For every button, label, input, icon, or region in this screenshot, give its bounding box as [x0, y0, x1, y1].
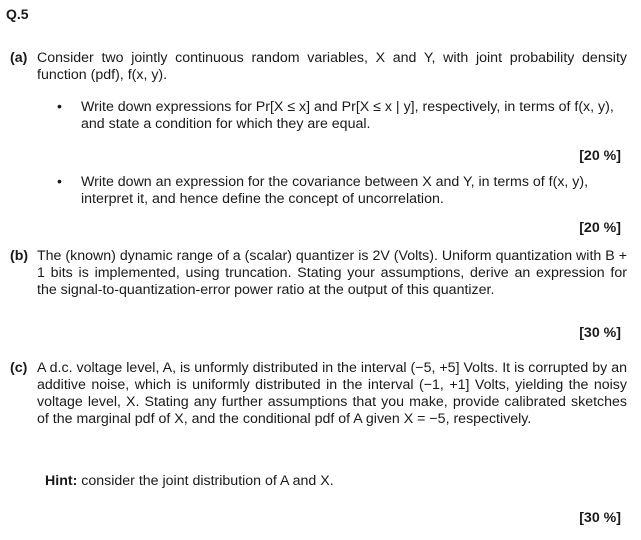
part-c-mark: [30 %] — [579, 510, 621, 526]
part-c-label: (c) — [10, 360, 28, 376]
hint-text: consider the joint distribution of A and X. — [81, 473, 334, 489]
part-b-text: The (known) dynamic range of a (scalar) quantizer is 2V (Volts). Uniform quantization with B + 1 bits is implemented, using truncation. Stating your assumptions, derive an expression for the signal-to-quantization-error power ratio at the output of this quantizer. — [37, 248, 627, 298]
part-a-bullet-1 — [57, 99, 627, 133]
part-a-bullet-2 — [57, 174, 627, 208]
part-a-intro: Consider two jointly continuous random variables, X and Y, with joint probability density function (pdf), f(x, y). — [37, 50, 627, 83]
part-c-hint — [45, 473, 334, 490]
question-number: Q.5 — [6, 6, 29, 22]
part-b-label: (b) — [10, 248, 29, 264]
part-a-label: (a) — [10, 50, 28, 66]
part-a-mark-2: [20 %] — [579, 220, 621, 236]
part-b — [10, 248, 627, 299]
part-c — [10, 360, 627, 428]
part-a-bullet-2-text: Write down an expression for the covariance between X and Y, in terms of f(x, y), interpret it, and hence define the concept of uncorrelation. — [81, 174, 589, 207]
part-b-mark: [30 %] — [579, 325, 621, 341]
part-a — [10, 50, 627, 84]
bullet-dot-icon: • — [57, 174, 62, 190]
part-a-bullet-1-text: Write down expressions for Pr[X ≤ x] and Pr[X ≤ x | y], respectively, in terms of f(x, y), and state a condition for which they are equal. — [81, 99, 614, 132]
part-a-mark-1: [20 %] — [579, 148, 621, 164]
bullet-dot-icon: • — [57, 99, 62, 115]
hint-label: Hint: — [45, 473, 78, 489]
part-c-text: A d.c. voltage level, A, is unformly distributed in the interval (−5, +5] Volts. It is corrupted by an additive noise, which is uniformly distributed in the interval (−1, +1] Volts, yielding the noisy voltage level, X. Stating any further assumptions that you make, provide calibrated sketches of the marginal pdf of X, and the conditional pdf of A given X = −5, respectively. — [37, 360, 627, 427]
